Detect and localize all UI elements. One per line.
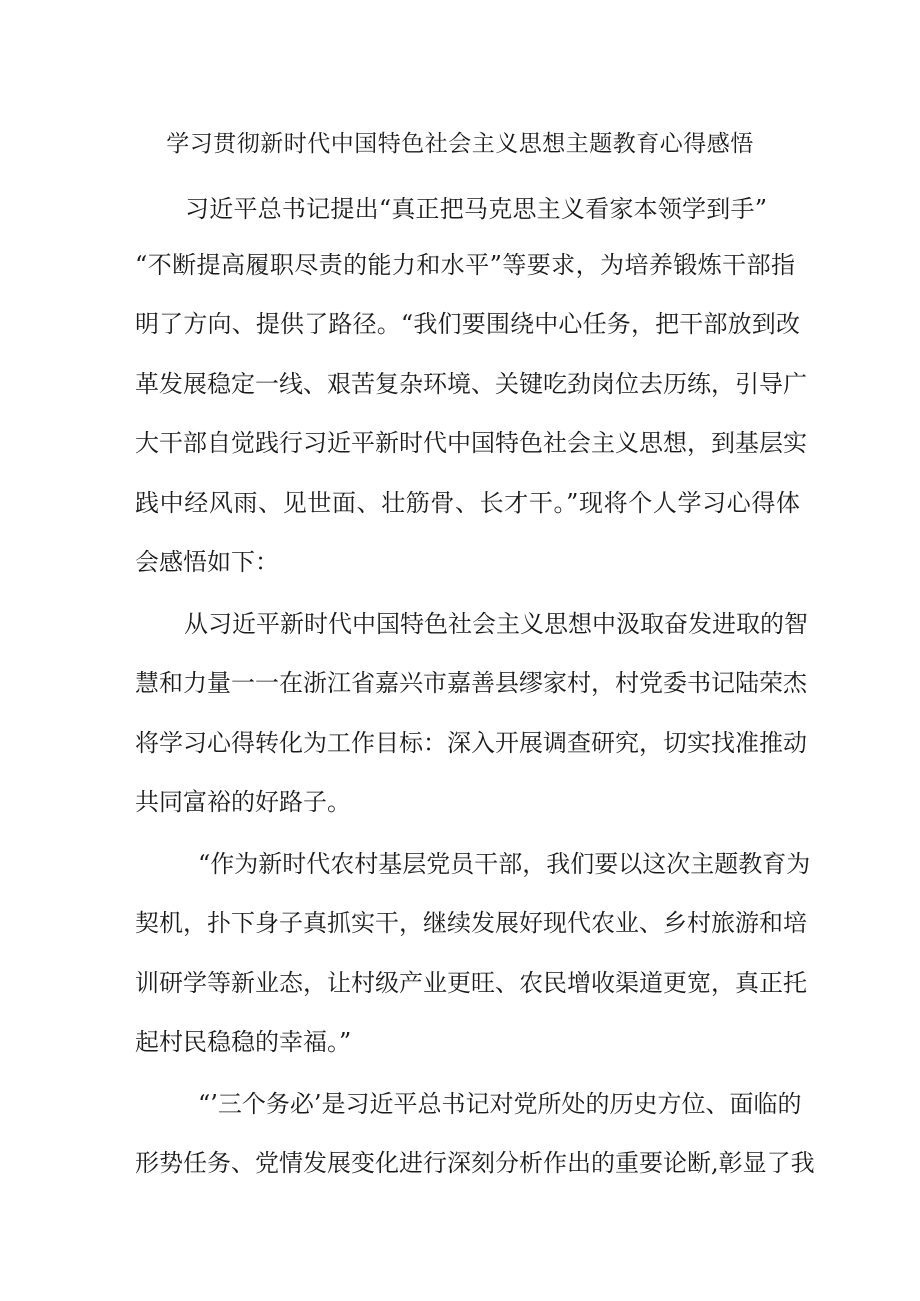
paragraph-1-line-7: 会感悟如下： — [135, 548, 279, 576]
paragraph-4-line-2: 形势任务、党情发展变化进行深刻分析作出的重要论断,彰显了我 — [135, 1149, 815, 1177]
paragraph-3-line-1: “作为新时代农村基层党员干部，我们要以这次主题教育为 — [198, 850, 811, 878]
paragraph-2-line-4: 共同富裕的好路子。 — [135, 788, 351, 816]
paragraph-3-line-4: 起村民稳稳的幸福。” — [135, 1028, 352, 1056]
paragraph-3-line-2: 契机，扑下身子真抓实干，继续发展好现代农业、乡村旅游和培 — [135, 909, 807, 937]
paragraph-1-line-1: 习近平总书记提出“真正把马克思主义看家本领学到手” — [185, 195, 767, 223]
paragraph-1-line-6: 践中经风雨、见世面、壮筋骨、长才干。”现将个人学习心得体 — [135, 489, 800, 517]
paragraph-4-line-1: “’三个务必’是习近平总书记对党所处的历史方位、面临的 — [198, 1090, 802, 1118]
paragraph-2-line-2: 慧和力量一一在浙江省嘉兴市嘉善县缪家村，村党委书记陆荣杰 — [135, 669, 807, 697]
paragraph-2-line-1: 从习近平新时代中国特色社会主义思想中汲取奋发进取的智 — [184, 610, 808, 638]
paragraph-1-line-5: 大干部自觉践行习近平新时代中国特色社会主义思想，到基层实 — [135, 429, 807, 457]
paragraph-1-line-2: “不断提高履职尽责的能力和水平”等要求，为培养锻炼干部指 — [135, 251, 795, 279]
paragraph-1-line-3: 明了方向、提供了路径。“我们要围绕中心任务，把干部放到改 — [135, 310, 800, 338]
paragraph-3-line-3: 训研学等新业态，让村级产业更旺、农民增收渠道更宽，真正托 — [135, 969, 807, 997]
document-title: 学习贯彻新时代中国特色社会主义思想主题教育心得感悟 — [166, 131, 754, 157]
paragraph-2-line-3: 将学习心得转化为工作目标：深入开展调查研究，切实找准推动 — [135, 729, 807, 757]
paragraph-1-line-4: 革发展稳定一线、艰苦复杂环境、关键吃劲岗位去历练，引导广 — [135, 370, 807, 398]
